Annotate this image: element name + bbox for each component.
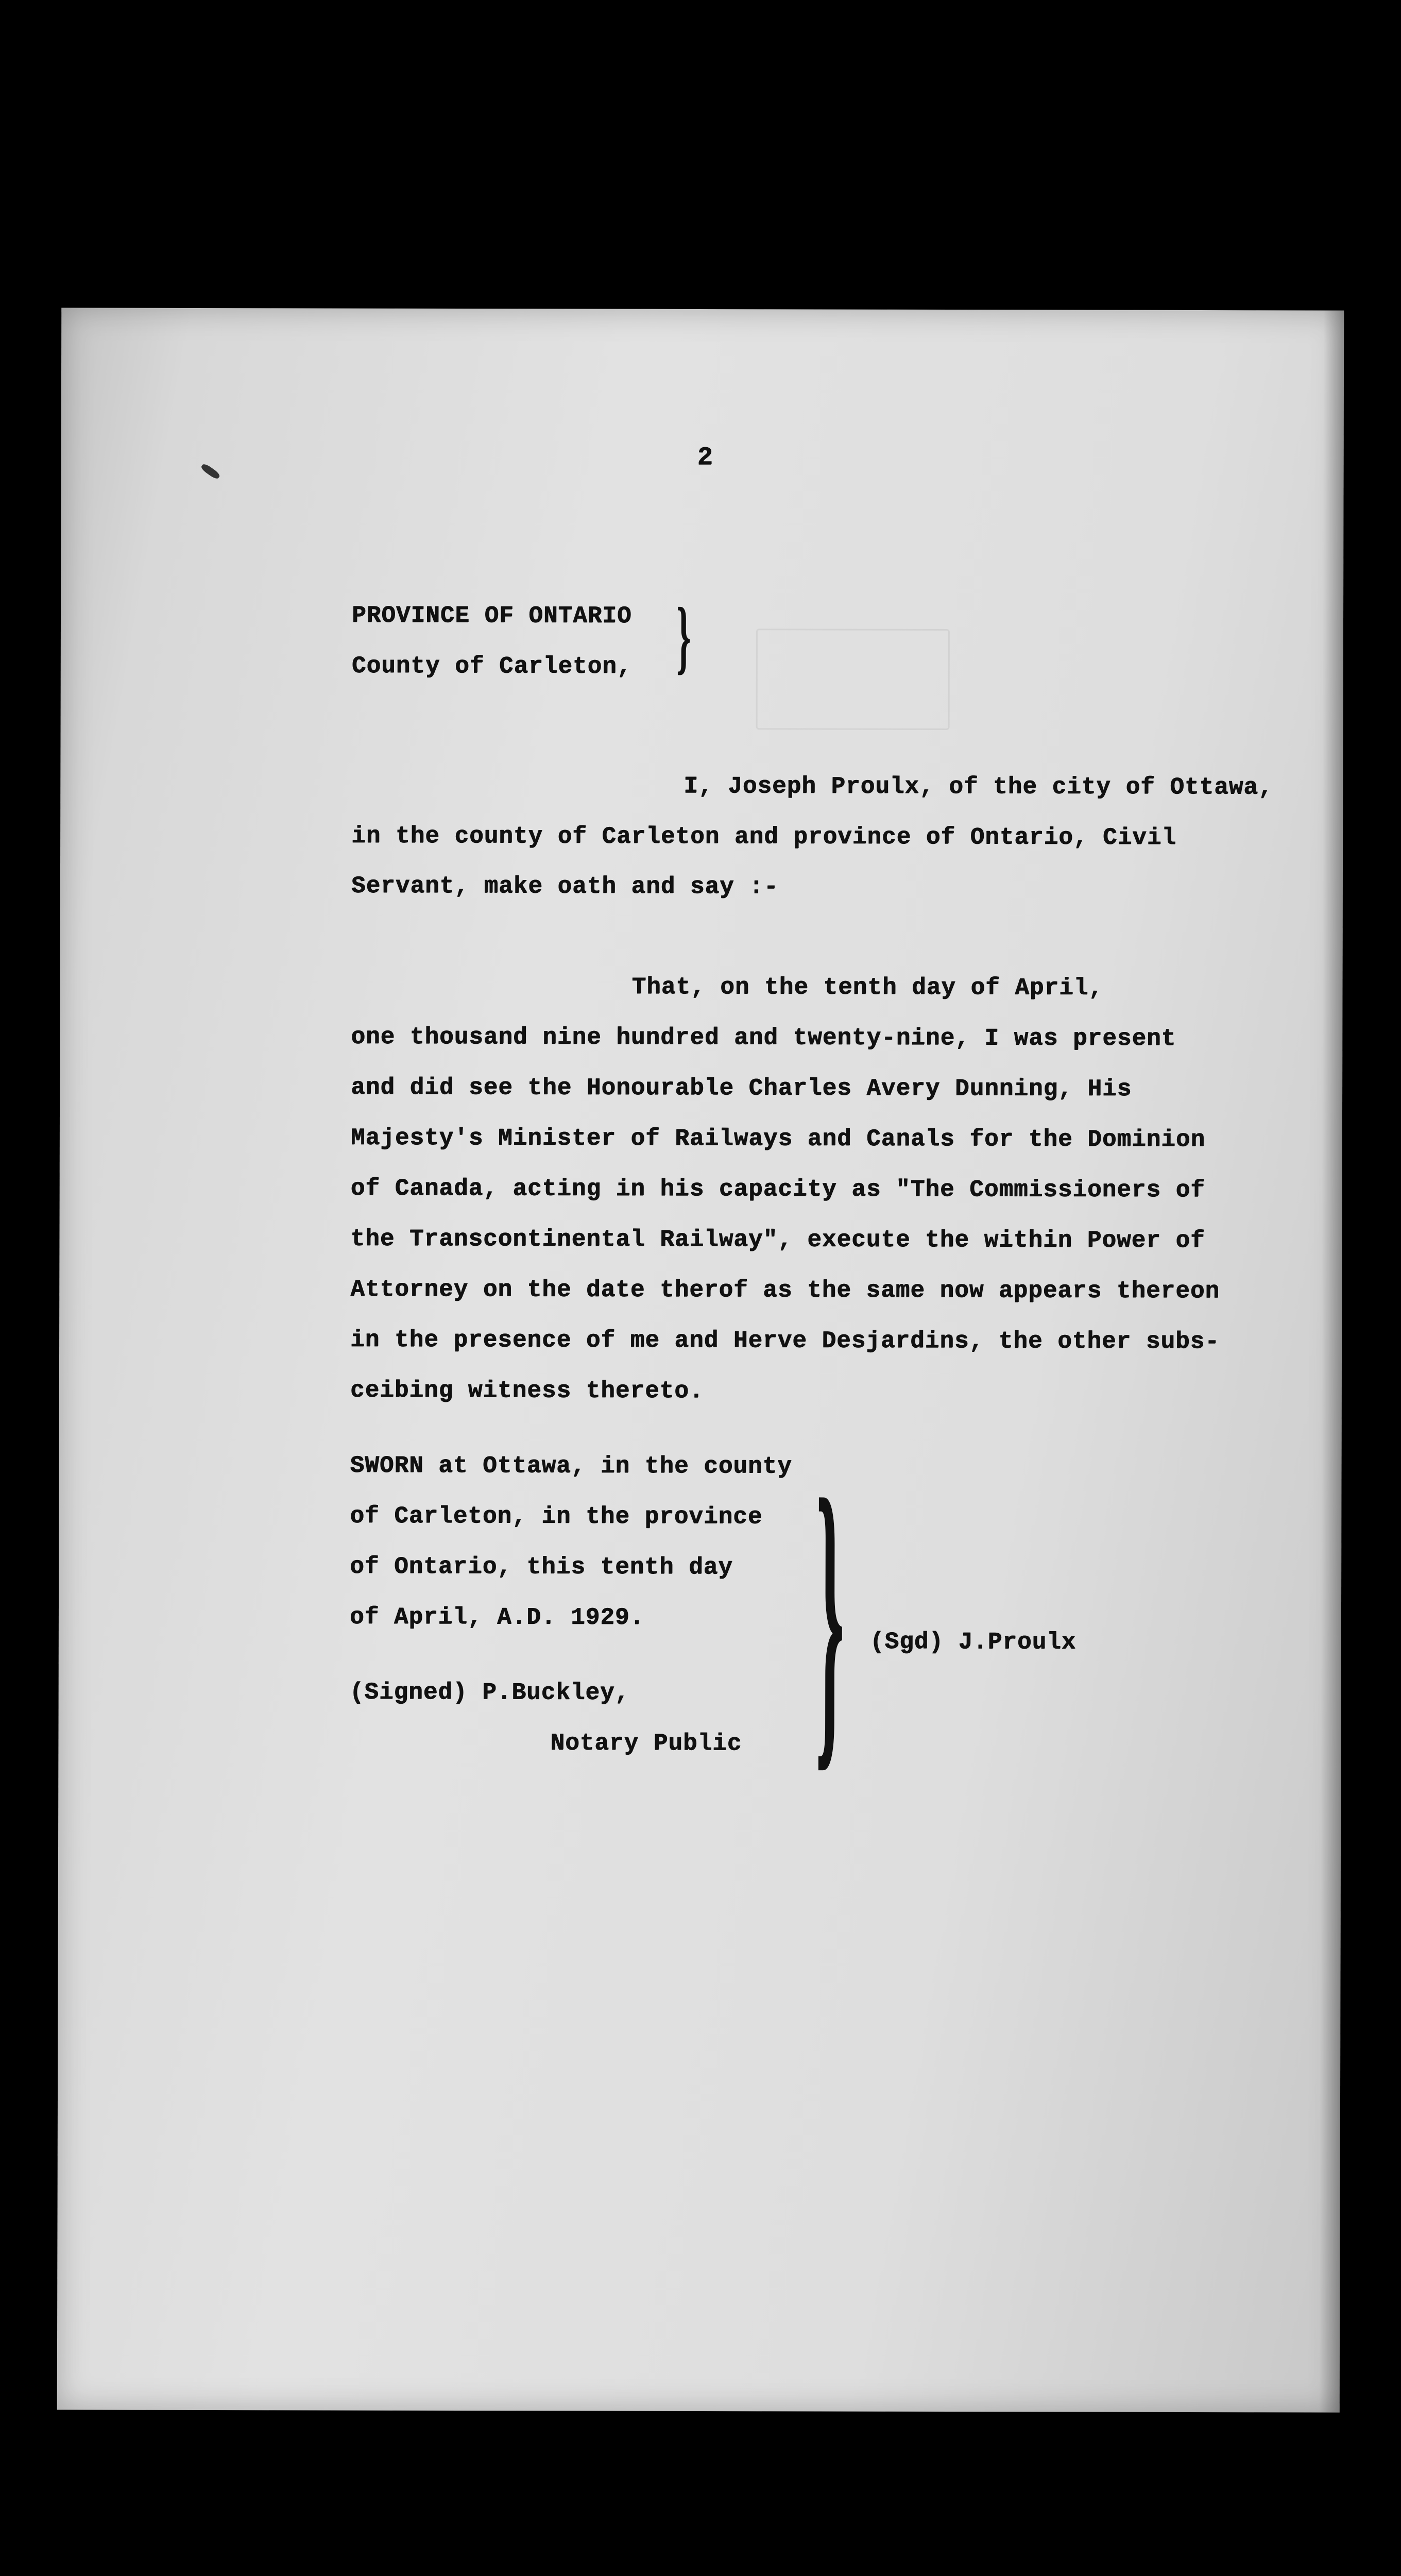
paragraph-1-line: I, Joseph Proulx, of the city of Ottawa,: [684, 772, 1273, 801]
notary-signed: (Signed) P.Buckley,: [349, 1679, 630, 1706]
paragraph-2-line: Attorney on the date therof as the same now appears thereon: [350, 1276, 1220, 1305]
scan-speck: [200, 463, 221, 480]
document-page: [57, 308, 1344, 2412]
jurat-line: of Ontario, this tenth day: [350, 1553, 733, 1581]
heading-brace: }: [676, 590, 691, 682]
paragraph-2-line: Majesty's Minister of Railways and Canals for the Dominion: [350, 1124, 1206, 1154]
paragraph-1-line: in the county of Carleton and province of Ontario, Civil: [351, 822, 1177, 851]
paragraph-2-line: in the presence of me and Herve Desjardins, the other subs-: [350, 1326, 1220, 1355]
paragraph-2-line: ceibing witness thereto.: [350, 1377, 704, 1405]
paragraph-2-line: one thousand nine hundred and twenty-nine, I was present: [351, 1023, 1176, 1052]
jurat-line: of April, A.D. 1929.: [349, 1603, 645, 1631]
paragraph-2-line: That, on the tenth day of April,: [631, 973, 1103, 1002]
notary-title: Notary Public: [550, 1730, 742, 1757]
jurat-brace: }: [815, 1433, 845, 1798]
page-edge-shadow: [1319, 311, 1344, 2413]
jurat-line: SWORN at Ottawa, in the county: [350, 1452, 792, 1480]
heading-province: PROVINCE OF ONTARIO: [351, 602, 632, 630]
page-number: 2: [697, 443, 713, 473]
paragraph-2-line: the Transcontinental Railway", execute the within Power of: [350, 1225, 1205, 1255]
heading-county: County of Carleton,: [351, 652, 632, 680]
jurat-line: of Carleton, in the province: [350, 1502, 763, 1531]
paragraph-2-line: of Canada, acting in his capacity as "The Commissioners of: [350, 1175, 1205, 1204]
paragraph-2-line: and did see the Honourable Charles Avery Dunning, His: [351, 1074, 1132, 1103]
deponent-signature: (Sgd) J.Proulx: [869, 1628, 1077, 1656]
paragraph-1-line: Servant, make oath and say :-: [351, 872, 779, 901]
faint-stamp-mark: [756, 629, 950, 730]
